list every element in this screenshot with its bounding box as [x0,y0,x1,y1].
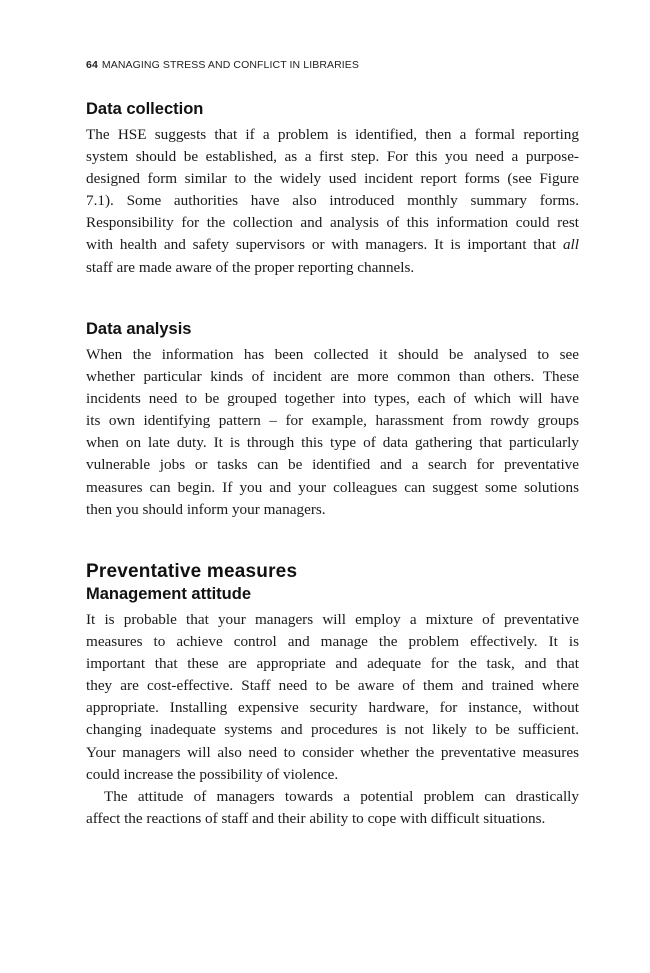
running-head [86,59,359,71]
text-line: designed form similar to the widely used incident report forms (see Figure [86,170,579,188]
text-line: changing inadequate systems and procedures is not likely to be sufficient. [86,721,579,739]
paragraph [86,344,579,521]
page-number: 64 [86,59,98,71]
paragraph [86,786,579,830]
text-line: The HSE suggests that if a problem is identified, then a formal reporting [86,126,579,143]
text-line: when on late duty. It is through this type of data gathering that particularly [86,434,579,452]
text-line: important that these are appropriate and adequate for the task, and that [86,655,579,673]
text-line: Your managers will also need to consider whether the preventative measures [86,743,579,761]
text-line: they are cost-effective. Staff need to be aware of them and trained where [86,677,579,695]
text-line: vulnerable jobs or tasks can be identified and a search for preventative [86,456,579,474]
section-data-analysis [86,319,579,521]
text-line-with-emphasis [86,234,579,256]
text-line: appropriate. Installing expensive security hardware, for instance, without [86,699,579,717]
text-line: The attitude of managers towards a potential problem can drastically [104,787,579,805]
subsection-heading: Management attitude [86,585,252,603]
text-line: could increase the possibility of violence. [86,765,339,783]
paragraph [86,609,579,786]
text-line: its own identifying pattern – for example, harassment from rowdy groups [86,412,579,430]
text-line: staff are made aware of the proper reporting channels. [86,258,415,276]
text-line: whether particular kinds of incident are more common than others. These [86,368,579,386]
paragraph [86,124,579,279]
text-line: It is probable that your managers will employ a mixture of preventative [86,611,579,628]
text-line: measures to achieve control and manage the problem effectively. It is [86,633,579,651]
text-line: incidents need to be grouped together into types, each of which will have [86,390,579,408]
text-line: 7.1). Some authorities have also introduced monthly summary forms. [86,192,579,210]
text-line: then you should inform your managers. [86,500,326,518]
chapter-section-heading: Preventative measures [86,561,298,582]
section-data-collection [86,99,579,279]
section-heading: Data analysis [86,320,192,338]
running-head-title: MANAGING STRESS AND CONFLICT IN LIBRARIES [101,59,360,71]
text-line: Responsibility for the collection and analysis of this information could rest [86,214,579,232]
emphasis-word: all [562,236,579,254]
section-preventative-measures [86,561,579,830]
section-heading: Data collection [86,100,204,118]
text-fragment: with health and safety supervisors or with managers. It is important that [86,236,563,254]
text-line: affect the reactions of staff and their ability to cope with difficult situations. [86,809,546,827]
text-line: system should be established, as a first step. For this you need a purpose- [86,148,579,166]
text-line: When the information has been collected it should be analysed to see [86,346,579,363]
text-line: measures can begin. If you and your colleagues can suggest some solutions [86,478,579,496]
